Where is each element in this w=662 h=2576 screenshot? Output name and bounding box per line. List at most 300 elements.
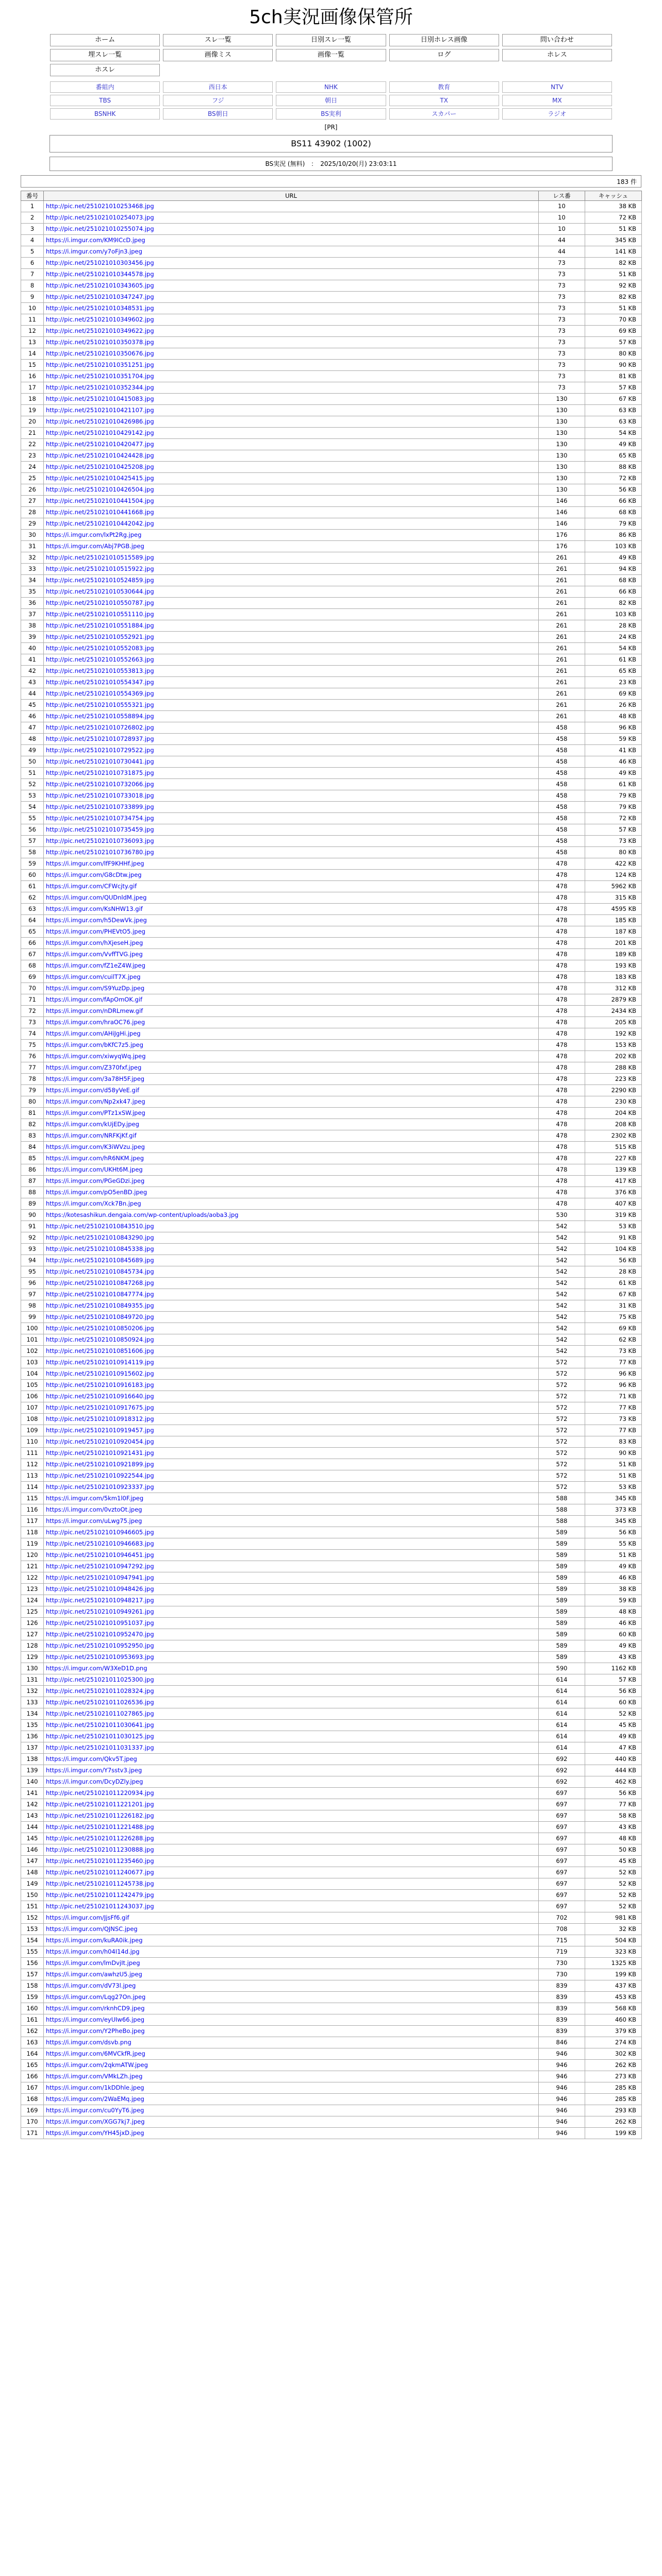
row-url-cell	[44, 439, 539, 450]
image-url-link[interactable]: https://i.imgur.com/0vztoOt.jpeg	[46, 1506, 142, 1513]
table-row	[21, 938, 642, 949]
row-url-cell	[44, 1096, 539, 1108]
image-url-link[interactable]: http://pic.net/251021010348531.jpg	[46, 304, 154, 312]
image-url-link[interactable]: http://pic.net/251021010946605.jpg	[46, 1529, 154, 1536]
image-url-link[interactable]: http://pic.net/251021011027865.jpg	[46, 1710, 154, 1717]
image-url-link[interactable]: https://i.imgur.com/YH45jxD.jpeg	[46, 2129, 144, 2137]
row-number: 71	[21, 994, 44, 1006]
image-url-link[interactable]: http://pic.net/251021010734754.jpg	[46, 815, 154, 822]
image-url-link[interactable]: http://pic.net/251021010552083.jpg	[46, 645, 154, 652]
image-url-link[interactable]: http://pic.net/251021010425415.jpg	[46, 474, 154, 482]
row-number: 168	[21, 2094, 44, 2105]
row-cache-size: 75 KB	[585, 1312, 642, 1323]
image-url-link[interactable]: https://i.imgur.com/JjsFf6.gif	[46, 1914, 129, 1921]
table-row	[21, 1334, 642, 1346]
image-url-link[interactable]: https://i.imgur.com/eyUIw66.jpeg	[46, 2016, 145, 2023]
image-url-link[interactable]: http://pic.net/251021010558894.jpg	[46, 713, 154, 720]
image-url-link[interactable]: http://pic.net/251021010728937.jpg	[46, 735, 154, 742]
table-row	[21, 1765, 642, 1776]
row-cache-size: 2290 KB	[585, 1085, 642, 1096]
row-cache-size: 223 KB	[585, 1074, 642, 1085]
row-url-cell	[44, 1527, 539, 1538]
row-res-number: 478	[539, 1096, 585, 1108]
row-url-cell	[44, 2014, 539, 2026]
image-url-link[interactable]: https://i.imgur.com/rknhCD9.jpeg	[46, 2005, 145, 2012]
row-number: 20	[21, 416, 44, 428]
image-url-link[interactable]: http://pic.net/251021010843510.jpg	[46, 1223, 154, 1230]
image-url-link[interactable]: https://i.imgur.com/pO5enBD.jpeg	[46, 1189, 147, 1196]
row-res-number: 146	[539, 518, 585, 530]
row-cache-size: 202 KB	[585, 1051, 642, 1062]
channel-link[interactable]: 西日本	[163, 81, 273, 93]
image-url-link[interactable]: http://pic.net/251021010849355.jpg	[46, 1302, 154, 1309]
row-url-cell	[44, 1833, 539, 1844]
row-res-number: 697	[539, 1856, 585, 1867]
image-url-link[interactable]: http://pic.net/251021011221488.jpg	[46, 1823, 154, 1831]
row-res-number: 44	[539, 235, 585, 246]
image-url-link[interactable]: https://i.imgur.com/VvffTVG.jpeg	[46, 951, 143, 958]
image-url-link[interactable]: https://i.imgur.com/hraOC76.jpeg	[46, 1019, 145, 1026]
row-url-cell	[44, 688, 539, 700]
nav-link[interactable]: ログ	[389, 49, 499, 61]
row-number: 19	[21, 405, 44, 416]
image-url-link[interactable]: https://i.imgur.com/fApOmOK.gif	[46, 996, 143, 1003]
image-url-link[interactable]: http://pic.net/251021010917675.jpg	[46, 1404, 154, 1411]
image-url-link[interactable]: https://i.imgur.com/h5DewVk.jpeg	[46, 917, 147, 924]
table-row	[21, 858, 642, 870]
image-url-link[interactable]: http://pic.net/251021011242479.jpg	[46, 1891, 154, 1899]
image-url-link[interactable]: https://i.imgur.com/kUjEDy.jpeg	[46, 1121, 139, 1128]
image-url-link[interactable]: http://pic.net/251021010429142.jpg	[46, 429, 154, 436]
row-number: 152	[21, 1912, 44, 1924]
row-number: 171	[21, 2128, 44, 2139]
table-row	[21, 1788, 642, 1799]
table-row	[21, 1425, 642, 1436]
nav-link[interactable]: 問い合わせ	[502, 34, 612, 46]
image-url-link[interactable]: https://i.imgur.com/Abj7PGB.jpeg	[46, 543, 144, 550]
table-row	[21, 1890, 642, 1901]
table-row	[21, 790, 642, 802]
table-row	[21, 507, 642, 518]
image-url-link[interactable]: https://i.imgur.com/xiwyqWq.jpeg	[46, 1053, 146, 1060]
image-url-link[interactable]: http://pic.net/251021010530644.jpg	[46, 588, 154, 595]
row-url-cell	[44, 1266, 539, 1278]
image-url-link[interactable]: http://pic.net/251021010442042.jpg	[46, 520, 154, 527]
row-res-number: 614	[539, 1674, 585, 1686]
image-url-link[interactable]: http://pic.net/251021010350378.jpg	[46, 338, 154, 346]
row-url-cell	[44, 1482, 539, 1493]
image-url-link[interactable]: https://i.imgur.com/lxPt2Rg.jpeg	[46, 531, 142, 538]
row-cache-size: 199 KB	[585, 1969, 642, 1980]
image-url-link[interactable]: http://pic.net/251021010948426.jpg	[46, 1585, 154, 1592]
image-url-link[interactable]: http://pic.net/251021010426986.jpg	[46, 418, 154, 425]
image-url-link[interactable]: https://i.imgur.com/K3iWVzu.jpeg	[46, 1143, 145, 1150]
image-url-link[interactable]: http://pic.net/251021011028324.jpg	[46, 1687, 154, 1694]
image-url-link[interactable]: http://pic.net/251021010952950.jpg	[46, 1642, 154, 1649]
image-url-link[interactable]: http://pic.net/251021010421107.jpg	[46, 406, 154, 414]
image-url-link[interactable]: https://i.imgur.com/Y2PheBo.jpeg	[46, 2027, 145, 2035]
image-url-link[interactable]: http://pic.net/251021010515589.jpg	[46, 554, 154, 561]
image-url-link[interactable]: http://pic.net/251021010552921.jpg	[46, 633, 154, 640]
image-url-link[interactable]: http://pic.net/251021010352344.jpg	[46, 384, 154, 391]
image-url-link[interactable]: http://pic.net/251021011220934.jpg	[46, 1789, 154, 1797]
image-url-link[interactable]: https://i.imgur.com/XGG7kj7.jpeg	[46, 2118, 145, 2125]
image-url-link[interactable]: https://i.imgur.com/2WaEMq.jpeg	[46, 2095, 144, 2103]
table-row	[21, 2037, 642, 2048]
table-header	[21, 191, 642, 201]
image-url-link[interactable]: https://i.imgur.com/fZ1eZ4W.jpeg	[46, 962, 145, 969]
nav-link[interactable]: 埋スレ一覧	[50, 49, 160, 61]
row-number: 107	[21, 1402, 44, 1414]
row-res-number: 715	[539, 1935, 585, 1946]
image-url-link[interactable]: https://i.imgur.com/awhzU5.jpeg	[46, 1971, 142, 1978]
image-url-link[interactable]: http://pic.net/251021010551110.jpg	[46, 611, 154, 618]
row-res-number: 458	[539, 745, 585, 756]
table-row	[21, 620, 642, 632]
channel-link[interactable]: NTV	[502, 81, 612, 93]
row-url-cell	[44, 473, 539, 484]
row-res-number: 719	[539, 1946, 585, 1958]
image-url-link[interactable]: http://pic.net/251021010849720.jpg	[46, 1313, 154, 1320]
image-url-link[interactable]: https://i.imgur.com/QJNSC.jpeg	[46, 1925, 138, 1933]
image-url-link[interactable]: http://pic.net/251021010732066.jpg	[46, 781, 154, 788]
image-url-link[interactable]: http://pic.net/251021010916640.jpg	[46, 1393, 154, 1400]
image-url-link[interactable]: https://i.imgur.com/lmDvjIt.jpeg	[46, 1959, 140, 1967]
row-url-cell	[44, 620, 539, 632]
image-url-link[interactable]: http://pic.net/251021010847774.jpg	[46, 1291, 154, 1298]
row-url-cell	[44, 2094, 539, 2105]
table-row	[21, 1799, 642, 1810]
image-url-link[interactable]: https://i.imgur.com/bKfC7z5.jpeg	[46, 1041, 143, 1048]
image-url-link[interactable]: http://pic.net/251021010303456.jpg	[46, 259, 154, 266]
channel-link[interactable]: フジ	[163, 95, 273, 106]
row-url-cell	[44, 1742, 539, 1754]
image-url-link[interactable]: https://i.imgur.com/Qkv5T.jpeg	[46, 1755, 137, 1762]
row-cache-size: 4595 KB	[585, 904, 642, 915]
image-url-link[interactable]: https://i.imgur.com/3a78H5F.jpeg	[46, 1075, 145, 1082]
image-url-link[interactable]: http://pic.net/251021010947941.jpg	[46, 1574, 154, 1581]
row-res-number: 708	[539, 1924, 585, 1935]
image-url-link[interactable]: https://i.imgur.com/nDRLmew.gif	[46, 1007, 143, 1014]
row-cache-size: 60 KB	[585, 1697, 642, 1708]
image-url-link[interactable]: https://i.imgur.com/Np2xk47.jpeg	[46, 1098, 145, 1105]
image-url-link[interactable]: http://pic.net/251021010946451.jpg	[46, 1551, 154, 1558]
row-number: 136	[21, 1731, 44, 1742]
row-res-number: 588	[539, 1504, 585, 1516]
table-row	[21, 1176, 642, 1187]
image-url-link[interactable]: http://pic.net/251021010730441.jpg	[46, 758, 154, 765]
image-url-link[interactable]: http://pic.net/251021011031337.jpg	[46, 1744, 154, 1751]
image-url-link[interactable]: http://pic.net/251021011230888.jpg	[46, 1846, 154, 1853]
image-url-link[interactable]: http://pic.net/251021010845734.jpg	[46, 1268, 154, 1275]
image-url-link[interactable]: https://i.imgur.com/QUDnldM.jpeg	[46, 894, 147, 901]
row-url-cell	[44, 1856, 539, 1867]
row-res-number: 261	[539, 700, 585, 711]
image-url-link[interactable]: https://i.imgur.com/KM9ICcD.jpeg	[46, 236, 145, 244]
row-number: 150	[21, 1890, 44, 1901]
image-url-link[interactable]: https://i.imgur.com/h04I14d.jpg	[46, 1948, 140, 1955]
image-url-link[interactable]: http://pic.net/251021010255074.jpg	[46, 225, 154, 232]
image-url-link[interactable]: http://pic.net/251021011030125.jpg	[46, 1733, 154, 1740]
image-url-link[interactable]: http://pic.net/251021010845338.jpg	[46, 1245, 154, 1252]
image-url-link[interactable]: http://pic.net/251021010735459.jpg	[46, 826, 154, 833]
row-url-cell	[44, 677, 539, 688]
image-url-link[interactable]: https://i.imgur.com/lfF9KHHf.jpeg	[46, 860, 144, 867]
image-url-link[interactable]: https://i.imgur.com/6MVCkfR.jpeg	[46, 2050, 145, 2057]
row-res-number: 10	[539, 212, 585, 224]
image-url-link[interactable]: https://i.imgur.com/W3XeD1D.png	[46, 1665, 147, 1672]
row-number: 25	[21, 473, 44, 484]
image-url-link[interactable]: http://pic.net/251021010347247.jpg	[46, 293, 154, 300]
row-cache-size: 422 KB	[585, 858, 642, 870]
image-url-link[interactable]: http://pic.net/251021010851606.jpg	[46, 1347, 154, 1354]
image-url-link[interactable]: https://i.imgur.com/Lqg27On.jpeg	[46, 1993, 146, 2001]
row-cache-size: 48 KB	[585, 1833, 642, 1844]
row-cache-size: 52 KB	[585, 1867, 642, 1878]
image-url-link[interactable]: https://i.imgur.com/UKHt6M.jpeg	[46, 1166, 143, 1173]
channel-link[interactable]: TX	[389, 95, 499, 106]
image-url-link[interactable]: http://pic.net/251021011240677.jpg	[46, 1869, 154, 1876]
table-row	[21, 1232, 642, 1244]
image-url-link[interactable]: http://pic.net/251021010843290.jpg	[46, 1234, 154, 1241]
image-url-link[interactable]: http://pic.net/251021011235460.jpg	[46, 1857, 154, 1865]
channel-link[interactable]: 朝日	[276, 95, 386, 106]
image-url-link[interactable]: https://i.imgur.com/CFWcjty.gif	[46, 883, 137, 890]
row-cache-size: 199 KB	[585, 2128, 642, 2139]
image-url-link[interactable]: https://i.imgur.com/S9YuzDp.jpeg	[46, 985, 145, 992]
row-cache-size: 376 KB	[585, 1187, 642, 1198]
image-url-link[interactable]: http://pic.net/251021010343605.jpg	[46, 282, 154, 289]
image-url-link[interactable]: http://pic.net/251021010847268.jpg	[46, 1279, 154, 1286]
nav-link[interactable]: ホスレ	[50, 64, 160, 76]
image-url-link[interactable]: http://pic.net/251021010552663.jpg	[46, 656, 154, 663]
row-url-cell	[44, 1312, 539, 1323]
image-url-link[interactable]: https://i.imgur.com/kuRA0ik.jpeg	[46, 1937, 143, 1944]
row-res-number: 261	[539, 711, 585, 722]
image-url-link[interactable]: http://pic.net/251021010920454.jpg	[46, 1438, 154, 1445]
image-url-link[interactable]: http://pic.net/251021011030641.jpg	[46, 1721, 154, 1728]
row-res-number: 839	[539, 2003, 585, 2014]
row-url-cell	[44, 507, 539, 518]
image-url-link[interactable]: https://i.imgur.com/PGeGDzi.jpeg	[46, 1177, 145, 1184]
image-url-link[interactable]: http://pic.net/251021010951037.jpg	[46, 1619, 154, 1626]
image-url-link[interactable]: http://pic.net/251021010351251.jpg	[46, 361, 154, 368]
image-url-link[interactable]: https://i.imgur.com/d58yVeE.gif	[46, 1087, 140, 1094]
nav-link[interactable]: 画像一覧	[276, 49, 386, 61]
image-url-link[interactable]: http://pic.net/251021010349622.jpg	[46, 327, 154, 334]
image-url-link[interactable]: http://pic.net/251021010344578.jpg	[46, 270, 154, 278]
image-url-link[interactable]: http://pic.net/251021010914119.jpg	[46, 1359, 154, 1366]
image-url-link[interactable]: http://pic.net/251021010921431.jpg	[46, 1449, 154, 1456]
row-number: 144	[21, 1822, 44, 1833]
row-res-number: 730	[539, 1969, 585, 1980]
image-url-link[interactable]: http://pic.net/251021010426504.jpg	[46, 486, 154, 493]
image-url-link[interactable]: https://i.imgur.com/uLwg75.jpeg	[46, 1517, 142, 1524]
image-url-link[interactable]: http://pic.net/251021010441668.jpg	[46, 509, 154, 516]
image-url-link[interactable]: https://i.imgur.com/KsNHW13.gif	[46, 905, 143, 912]
channel-link[interactable]: BSNHK	[50, 108, 160, 120]
image-url-link[interactable]: http://pic.net/251021010253468.jpg	[46, 202, 154, 210]
image-url-link[interactable]: http://pic.net/251021010952470.jpg	[46, 1631, 154, 1638]
row-number: 23	[21, 450, 44, 462]
row-url-cell	[44, 972, 539, 983]
row-url-cell	[44, 496, 539, 507]
channel-link[interactable]: スカパー	[389, 108, 499, 120]
channel-link[interactable]: 番組内	[50, 81, 160, 93]
image-url-link[interactable]: https://i.imgur.com/VMkLZh.jpeg	[46, 2073, 143, 2080]
image-url-link[interactable]: https://i.imgur.com/Z370fxf.jpeg	[46, 1064, 142, 1071]
image-url-link[interactable]: http://pic.net/251021010515922.jpg	[46, 565, 154, 572]
image-url-link[interactable]: https://i.imgur.com/PHEVtO5.jpeg	[46, 928, 145, 935]
image-url-link[interactable]: http://pic.net/251021010948217.jpg	[46, 1597, 154, 1604]
image-url-link[interactable]: http://pic.net/251021010415083.jpg	[46, 395, 154, 402]
table-row	[21, 1402, 642, 1414]
image-url-link[interactable]: http://pic.net/251021010351704.jpg	[46, 372, 154, 380]
image-url-link[interactable]: https://kotesashikun.dengaia.com/wp-content/uploads/aoba3.jpg	[46, 1211, 239, 1218]
row-url-cell	[44, 1561, 539, 1572]
row-cache-size: 66 KB	[585, 586, 642, 598]
channel-link[interactable]: ラジオ	[502, 108, 612, 120]
table-row	[21, 1289, 642, 1300]
row-number: 108	[21, 1414, 44, 1425]
image-url-link[interactable]: https://i.imgur.com/2qkmATW.jpeg	[46, 2061, 148, 2069]
table-row	[21, 2082, 642, 2094]
image-url-link[interactable]: https://i.imgur.com/cu0YyT6.jpeg	[46, 2107, 144, 2114]
row-res-number: 589	[539, 1595, 585, 1606]
image-url-link[interactable]: http://pic.net/251021010554347.jpg	[46, 679, 154, 686]
row-cache-size: 52 KB	[585, 1708, 642, 1720]
row-number: 167	[21, 2082, 44, 2094]
row-res-number: 572	[539, 1436, 585, 1448]
row-number: 165	[21, 2060, 44, 2071]
channel-link[interactable]: BS実利	[276, 108, 386, 120]
row-cache-size: 67 KB	[585, 1289, 642, 1300]
channel-link[interactable]: MX	[502, 95, 612, 106]
image-url-link[interactable]: http://pic.net/251021010441504.jpg	[46, 497, 154, 504]
row-number: 83	[21, 1130, 44, 1142]
channel-link[interactable]: 教育	[389, 81, 499, 93]
image-url-link[interactable]: http://pic.net/251021010916183.jpg	[46, 1381, 154, 1388]
image-url-link[interactable]: https://i.imgur.com/y7oFjn3.jpeg	[46, 248, 142, 255]
image-url-link[interactable]: http://pic.net/251021010919457.jpg	[46, 1427, 154, 1434]
row-res-number: 614	[539, 1686, 585, 1697]
image-url-link[interactable]: http://pic.net/251021010425208.jpg	[46, 463, 154, 470]
image-url-link[interactable]: https://i.imgur.com/dsvb.png	[46, 2039, 131, 2046]
nav-link[interactable]: 画像ミス	[163, 49, 273, 61]
row-cache-size: 49 KB	[585, 1731, 642, 1742]
table-row	[21, 1867, 642, 1878]
table-row	[21, 2128, 642, 2139]
image-url-link[interactable]: http://pic.net/251021010350676.jpg	[46, 350, 154, 357]
image-url-link[interactable]: https://i.imgur.com/1kDDhle.jpeg	[46, 2084, 144, 2091]
image-url-link[interactable]: http://pic.net/251021011245738.jpg	[46, 1880, 154, 1887]
image-url-link[interactable]: http://pic.net/251021010947292.jpg	[46, 1563, 154, 1570]
image-url-link[interactable]: http://pic.net/251021010553813.jpg	[46, 667, 154, 674]
row-cache-size: 444 KB	[585, 1765, 642, 1776]
image-url-link[interactable]: https://i.imgur.com/G8cDtw.jpeg	[46, 871, 142, 878]
image-url-link[interactable]: https://i.imgur.com/cuilT7X.jpeg	[46, 973, 141, 980]
image-url-link[interactable]: http://pic.net/251021010850206.jpg	[46, 1325, 154, 1332]
row-res-number: 261	[539, 632, 585, 643]
table-row	[21, 1210, 642, 1221]
image-url-link[interactable]: https://i.imgur.com/PTz1xSW.jpeg	[46, 1109, 145, 1116]
image-url-link[interactable]: http://pic.net/251021010420477.jpg	[46, 440, 154, 448]
row-cache-size: 379 KB	[585, 2026, 642, 2037]
image-url-link[interactable]: http://pic.net/251021010729522.jpg	[46, 747, 154, 754]
nav-link[interactable]: ホレス	[502, 49, 612, 61]
image-url-link[interactable]: http://pic.net/251021010555321.jpg	[46, 701, 154, 708]
image-url-link[interactable]: http://pic.net/251021010918312.jpg	[46, 1415, 154, 1422]
image-url-link[interactable]: http://pic.net/251021010726802.jpg	[46, 724, 154, 731]
image-url-link[interactable]: https://i.imgur.com/AHiJgHi.jpeg	[46, 1030, 141, 1037]
image-url-link[interactable]: http://pic.net/251021010254073.jpg	[46, 214, 154, 221]
image-url-link[interactable]: https://i.imgur.com/Xck7Bn.jpeg	[46, 1200, 141, 1207]
image-url-link[interactable]: http://pic.net/251021010736780.jpg	[46, 849, 154, 856]
image-url-link[interactable]: http://pic.net/251021010349602.jpg	[46, 316, 154, 323]
channel-link[interactable]: NHK	[276, 81, 386, 93]
row-res-number: 839	[539, 1992, 585, 2003]
image-url-link[interactable]: http://pic.net/251021011226288.jpg	[46, 1835, 154, 1842]
row-number: 76	[21, 1051, 44, 1062]
row-url-cell	[44, 1198, 539, 1210]
image-url-link[interactable]: http://pic.net/251021010424428.jpg	[46, 452, 154, 459]
image-url-link[interactable]: https://i.imgur.com/dV73l.jpeg	[46, 1982, 136, 1989]
table-row	[21, 1754, 642, 1765]
nav-link[interactable]: 日別ホレス画像	[389, 34, 499, 46]
image-url-link[interactable]: http://pic.net/251021010915602.jpg	[46, 1370, 154, 1377]
image-url-link[interactable]: http://pic.net/251021010524859.jpg	[46, 577, 154, 584]
image-url-link[interactable]: http://pic.net/251021011025300.jpg	[46, 1676, 154, 1683]
image-url-link[interactable]: http://pic.net/251021011226182.jpg	[46, 1812, 154, 1819]
row-url-cell	[44, 1912, 539, 1924]
image-url-link[interactable]: http://pic.net/251021010733018.jpg	[46, 792, 154, 799]
image-url-link[interactable]: http://pic.net/251021010736093.jpg	[46, 837, 154, 844]
image-url-link[interactable]: http://pic.net/251021010923337.jpg	[46, 1483, 154, 1490]
image-url-link[interactable]: https://i.imgur.com/DcyDZly.jpeg	[46, 1778, 143, 1785]
image-url-link[interactable]: https://i.imgur.com/5km1l0F.jpeg	[46, 1495, 144, 1502]
nav-link[interactable]: スレ一覧	[163, 34, 273, 46]
image-url-link[interactable]: http://pic.net/251021010551884.jpg	[46, 622, 154, 629]
image-url-link[interactable]: http://pic.net/251021010850924.jpg	[46, 1336, 154, 1343]
nav-link[interactable]: ホーム	[50, 34, 160, 46]
image-url-link[interactable]: http://pic.net/251021010845689.jpg	[46, 1257, 154, 1264]
image-url-link[interactable]: http://pic.net/251021010922544.jpg	[46, 1472, 154, 1479]
image-url-link[interactable]: http://pic.net/251021010550787.jpg	[46, 599, 154, 606]
image-url-link[interactable]: http://pic.net/251021010731875.jpg	[46, 769, 154, 776]
image-url-link[interactable]: http://pic.net/251021010949261.jpg	[46, 1608, 154, 1615]
image-url-link[interactable]: https://i.imgur.com/hR6NKM.jpeg	[46, 1155, 144, 1162]
image-url-link[interactable]: https://i.imgur.com/hXjeseH.jpeg	[46, 939, 143, 946]
image-url-link[interactable]: http://pic.net/251021010953693.jpg	[46, 1653, 154, 1660]
image-url-link[interactable]: http://pic.net/251021010554369.jpg	[46, 690, 154, 697]
image-url-link[interactable]: http://pic.net/251021011243037.jpg	[46, 1903, 154, 1910]
image-url-link[interactable]: http://pic.net/251021010921899.jpg	[46, 1461, 154, 1468]
table-row	[21, 1606, 642, 1618]
row-url-cell	[44, 586, 539, 598]
image-url-link[interactable]: http://pic.net/251021011026536.jpg	[46, 1699, 154, 1706]
nav-link[interactable]: 日別スレ一覧	[276, 34, 386, 46]
table-row	[21, 1470, 642, 1482]
table-row	[21, 360, 642, 371]
row-cache-size: 79 KB	[585, 790, 642, 802]
image-url-link[interactable]: https://i.imgur.com/Y7sstv3.jpeg	[46, 1767, 142, 1774]
image-url-link[interactable]: http://pic.net/251021011221201.jpg	[46, 1801, 154, 1808]
image-url-link[interactable]: http://pic.net/251021010946683.jpg	[46, 1540, 154, 1547]
channel-link[interactable]: TBS	[50, 95, 160, 106]
image-url-link[interactable]: https://i.imgur.com/NRFKjKf.gif	[46, 1132, 137, 1139]
channel-link[interactable]: BS朝日	[163, 108, 273, 120]
image-url-link[interactable]: http://pic.net/251021010733899.jpg	[46, 803, 154, 810]
